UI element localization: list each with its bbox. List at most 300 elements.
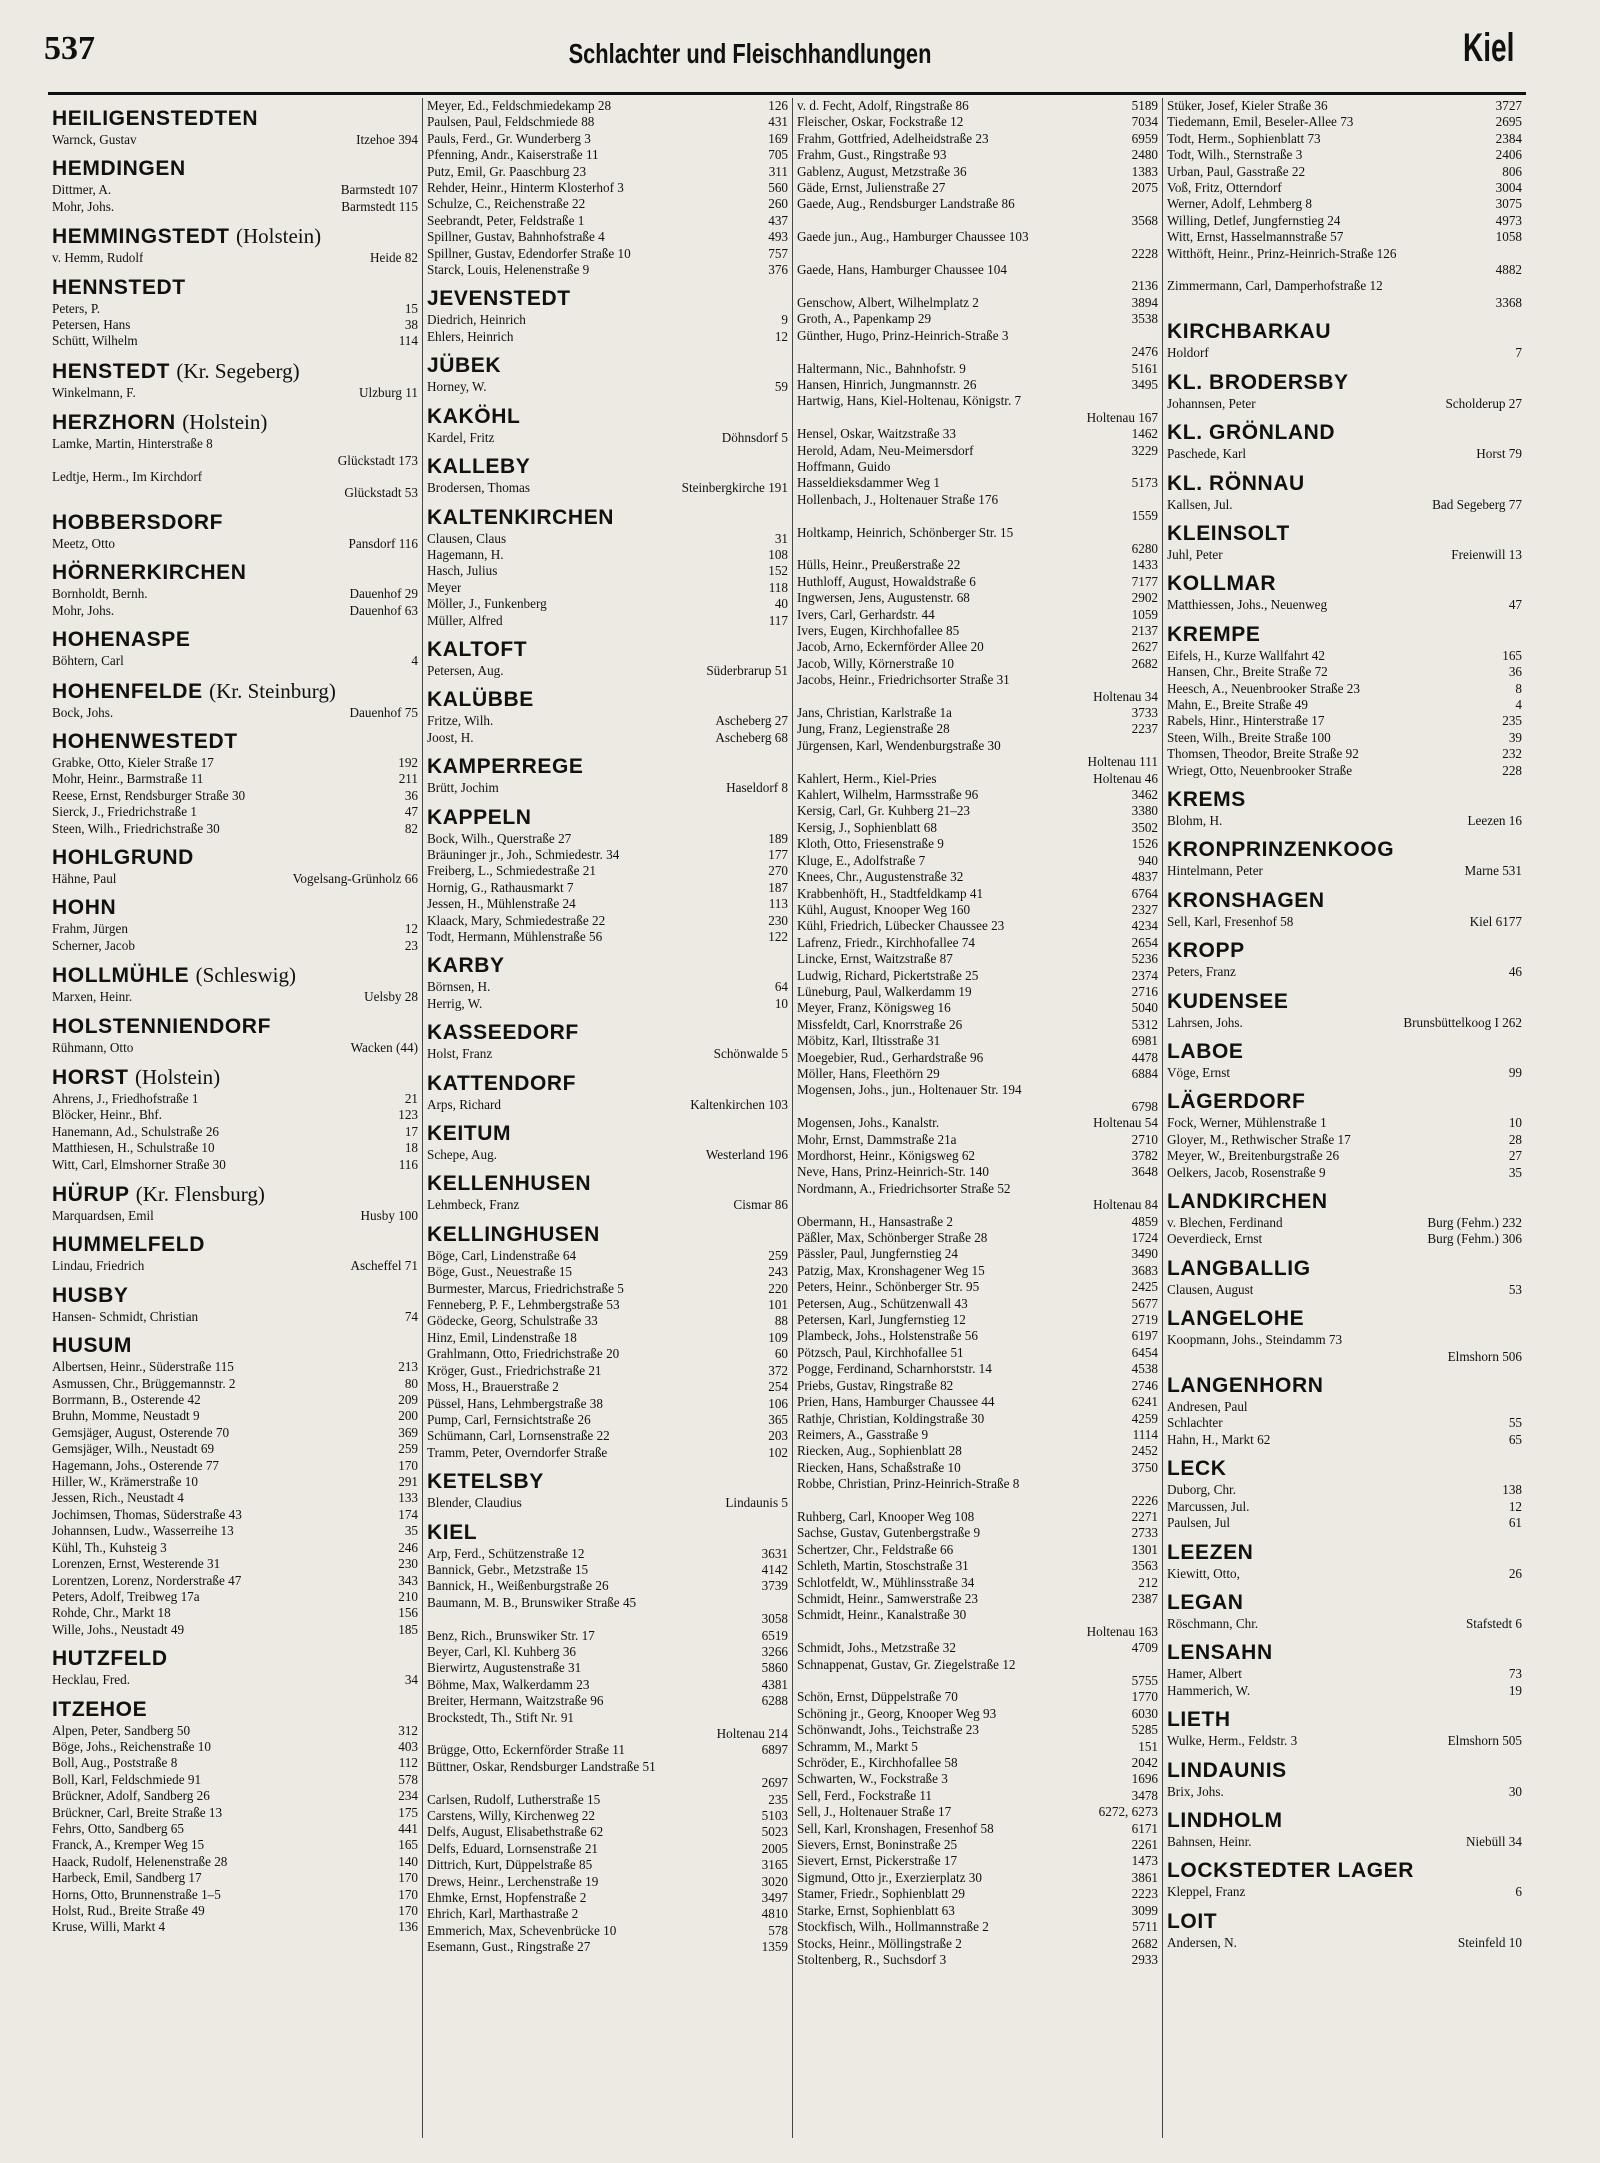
entry-phone: 6519 xyxy=(761,1627,788,1643)
entry-phone: 3733 xyxy=(1131,705,1158,721)
entry-phone: 213 xyxy=(398,1359,418,1375)
entry-name: Herold, Adam, Neu-Meimersdorf xyxy=(797,442,974,458)
entry-name: Schertzer, Chr., Feldstraße 66 xyxy=(797,1541,954,1557)
entry-name: Reimers, A., Gasstraße 9 xyxy=(797,1426,929,1442)
entry-name: Fenneberg, P. F., Lehmbergstraße 53 xyxy=(427,1297,620,1313)
town-heading xyxy=(52,223,418,250)
entry-phone xyxy=(1154,492,1158,508)
listing-entry xyxy=(797,1099,1158,1115)
town-name: KRONPRINZENKOOG xyxy=(1167,838,1395,862)
entry-phone: 138 xyxy=(1502,1482,1522,1498)
listing-entry xyxy=(52,938,418,954)
entry-phone: 1526 xyxy=(1131,836,1158,852)
town-heading xyxy=(52,678,418,705)
entry-phone: 2075 xyxy=(1131,180,1158,196)
listing-entry xyxy=(797,1640,1158,1656)
entry-name: Joost, H. xyxy=(427,729,474,745)
listing-entry xyxy=(427,1313,788,1329)
entry-phone: 23 xyxy=(404,937,418,953)
entry-name: Steen, Wilh., Friedrichstraße 30 xyxy=(52,820,220,836)
entry-phone: 4381 xyxy=(761,1676,788,1692)
listing-entry xyxy=(427,831,788,847)
entry-name: Rühmann, Otto xyxy=(52,1039,134,1055)
town-heading xyxy=(52,1181,418,1208)
listing-entry xyxy=(52,301,418,317)
listing-entry xyxy=(427,1428,788,1444)
listing-entry xyxy=(427,531,788,547)
entry-name: Fleischer, Oskar, Fockstraße 12 xyxy=(797,114,964,130)
listing-entry xyxy=(797,1263,1158,1279)
entry-name: Brütt, Jochim xyxy=(427,780,499,796)
entry-name: Kiewitt, Otto, xyxy=(1167,1565,1240,1581)
entry-name: Bock, Johs. xyxy=(52,704,114,720)
listing-entry xyxy=(52,586,418,602)
entry-phone: 47 xyxy=(404,804,418,820)
entry-phone: 6197 xyxy=(1131,1328,1158,1344)
entry-name: Börnsen, H. xyxy=(427,979,491,995)
entry-phone: 2746 xyxy=(1131,1377,1158,1393)
entry-name: Zimmermann, Carl, Damperhofstraße 12 xyxy=(1167,278,1383,294)
entry-name: Hartwig, Hans, Kiel-Holtenau, Königstr. 7 xyxy=(797,393,1022,409)
entry-name: Petersen, Hans xyxy=(52,317,131,333)
entry-name: Schepe, Aug. xyxy=(427,1147,497,1163)
entry-phone: 12 xyxy=(404,921,418,937)
entry-phone: 2733 xyxy=(1131,1525,1158,1541)
entry-phone: 343 xyxy=(398,1572,418,1588)
entry-name: Stoltenberg, R., Suchsdorf 3 xyxy=(797,1951,947,1967)
listing-entry xyxy=(797,1853,1158,1869)
entry-name: Fritze, Wilh. xyxy=(427,713,494,729)
entry-name: Seebrandt, Peter, Feldstraße 1 xyxy=(427,212,585,228)
listing-entry xyxy=(797,1460,1158,1476)
entry-phone: 189 xyxy=(768,830,788,846)
page-title: Schlachter und Fleischhandlungen xyxy=(568,38,932,69)
town-heading xyxy=(1167,1540,1522,1566)
entry-name: Schramm, M., Markt 5 xyxy=(797,1738,918,1754)
town-name: LANGENHORN xyxy=(1167,1374,1324,1398)
entry-name: Gablenz, August, Metzstraße 36 xyxy=(797,163,967,179)
entry-name: Sierck, J., Friedrichstraße 1 xyxy=(52,804,198,820)
listing-entry xyxy=(797,1903,1158,1919)
entry-phone: 156 xyxy=(398,1605,418,1621)
listing-entry xyxy=(797,853,1158,869)
listing-entry xyxy=(1167,262,1522,278)
entry-name: Bahnsen, Heinr. xyxy=(1167,1833,1252,1849)
listing-entry xyxy=(52,436,418,452)
entry-name: Möller, Hans, Fleethörn 29 xyxy=(797,1065,940,1081)
entry-phone xyxy=(784,1595,788,1611)
entry-name: Wriegt, Otto, Neuenbrooker Straße xyxy=(1167,762,1353,778)
town-name: HOHENFELDE xyxy=(52,679,203,703)
entry-phone: 55 xyxy=(1508,1415,1522,1431)
entry-phone: 126 xyxy=(768,98,788,113)
entry-phone xyxy=(1154,229,1158,245)
entry-phone: Freienwill 13 xyxy=(1451,546,1522,562)
entry-name: Hansen, Hinrich, Jungmannstr. 26 xyxy=(797,376,977,392)
listing-entry xyxy=(52,1821,418,1837)
listing-entry xyxy=(797,377,1158,393)
entry-name: Schwarten, W., Fockstraße 3 xyxy=(797,1771,948,1787)
town-heading xyxy=(427,454,788,480)
town-heading xyxy=(1167,837,1522,863)
town-name: KELLINGHUSEN xyxy=(427,1222,600,1246)
listing-entry xyxy=(427,1726,788,1742)
entry-phone: 5161 xyxy=(1131,360,1158,376)
town-heading xyxy=(427,754,788,780)
entry-phone: 151 xyxy=(1138,1738,1158,1754)
entry-phone: 6288 xyxy=(761,1693,788,1709)
town-region: (Holstein) xyxy=(182,410,268,435)
listing-entry xyxy=(52,1870,418,1886)
listing-entry xyxy=(1167,1834,1522,1850)
listing-entry xyxy=(52,871,418,887)
entry-name: Alpen, Peter, Sandberg 50 xyxy=(52,1722,191,1738)
entry-phone: 118 xyxy=(768,579,788,595)
entry-name: Gemsjäger, Wilh., Neustadt 69 xyxy=(52,1441,215,1457)
entry-phone: 6030 xyxy=(1131,1705,1158,1721)
entry-name: Frahm, Jürgen xyxy=(52,921,128,937)
entry-phone xyxy=(1154,328,1158,344)
entry-phone: 185 xyxy=(398,1621,418,1637)
listing-entry xyxy=(797,1361,1158,1377)
town-heading xyxy=(1167,1039,1522,1065)
listing-entry xyxy=(797,344,1158,360)
entry-phone: Dauenhof 75 xyxy=(349,704,418,720)
listing-entry xyxy=(797,361,1158,377)
listing-entry xyxy=(797,410,1158,426)
listing-entry xyxy=(1167,278,1522,294)
town-heading xyxy=(1167,1189,1522,1215)
entry-phone xyxy=(1154,1607,1158,1623)
entry-name: Röschmann, Chr. xyxy=(1167,1615,1259,1631)
town-name: KIRCHBARKAU xyxy=(1167,320,1332,344)
town-heading xyxy=(1167,1640,1522,1666)
entry-phone: 369 xyxy=(398,1424,418,1440)
listing-entry xyxy=(52,250,418,266)
entry-phone: 243 xyxy=(768,1264,788,1280)
entry-name: Jans, Christian, Karlstraße 1a xyxy=(797,705,952,721)
entry-name: Hintelmann, Peter xyxy=(1167,863,1263,879)
entry-phone: 2716 xyxy=(1131,983,1158,999)
entry-name: Riecken, Hans, Schaßstraße 10 xyxy=(797,1459,961,1475)
town-heading xyxy=(427,1469,788,1495)
entry-phone: 403 xyxy=(398,1738,418,1754)
town-name: KIEL xyxy=(427,1520,478,1544)
entry-name: Dittmer, A. xyxy=(52,182,112,198)
listing-entry xyxy=(427,229,788,245)
entry-name: Möller, J., Funkenberg xyxy=(427,596,547,612)
entry-phone: 3631 xyxy=(761,1545,788,1561)
entry-phone: Vogelsang-Grünholz 66 xyxy=(292,870,418,886)
listing-entry xyxy=(797,557,1158,573)
entry-name: Ivers, Eugen, Kirchhofallee 85 xyxy=(797,623,960,638)
town-name: KETELSBY xyxy=(427,1470,544,1494)
entry-name: Kahlert, Wilhelm, Harmsstraße 96 xyxy=(797,787,979,803)
listing-entry xyxy=(427,1628,788,1644)
entry-name: Schütt, Wilhelm xyxy=(52,333,138,349)
town-name: KL. GRÖNLAND xyxy=(1167,421,1336,445)
listing-entry xyxy=(427,196,788,212)
entry-name: Brückner, Adolf, Sandberg 26 xyxy=(52,1788,210,1804)
entry-phone: 10 xyxy=(1508,1115,1522,1131)
entry-name: Jacob, Willy, Körnerstraße 10 xyxy=(797,655,954,671)
entry-name: Plambeck, Johs., Holstenstraße 56 xyxy=(797,1328,978,1344)
entry-phone: 3462 xyxy=(1131,787,1158,803)
entry-phone: 39 xyxy=(1508,729,1522,745)
entry-phone: 170 xyxy=(398,1903,418,1918)
listing-entry xyxy=(1167,1332,1522,1348)
entry-name: Blohm, H. xyxy=(1167,812,1223,828)
entry-name: Paschede, Karl xyxy=(1167,446,1247,462)
listing-entry xyxy=(427,329,788,345)
listing-entry xyxy=(797,1804,1158,1820)
town-name: HÖRNERKIRCHEN xyxy=(52,561,247,585)
listing-entry xyxy=(797,131,1158,147)
entry-phone: Elmshorn 506 xyxy=(1447,1348,1522,1364)
entry-name: Arp, Ferd., Schützenstraße 12 xyxy=(427,1545,585,1561)
entry-name: Stüker, Josef, Kieler Straße 36 xyxy=(1167,98,1328,113)
entry-phone: 3075 xyxy=(1495,196,1522,212)
entry-name: Witthöft, Heinr., Prinz-Heinrich-Straße 126 xyxy=(1167,245,1397,261)
entry-name: Benz, Rich., Brunswiker Str. 17 xyxy=(427,1627,595,1643)
entry-phone: 17 xyxy=(404,1123,418,1139)
entry-phone: Holtenau 46 xyxy=(1093,770,1158,786)
entry-phone: Husby 100 xyxy=(360,1208,418,1223)
listing-entry xyxy=(52,1622,418,1638)
entry-phone: 1114 xyxy=(1132,1426,1158,1442)
entry-phone: 4973 xyxy=(1495,212,1522,228)
entry-name: Petersen, Karl, Jungfernstieg 12 xyxy=(797,1312,966,1328)
entry-phone: 2327 xyxy=(1131,901,1158,917)
directory-column xyxy=(48,98,422,2138)
entry-phone xyxy=(1154,393,1158,409)
entry-phone: 5173 xyxy=(1131,475,1158,491)
entry-name: Pässler, Paul, Jungfernstieg 24 xyxy=(797,1246,958,1262)
entry-name: Huthloff, August, Howaldstraße 6 xyxy=(797,573,976,589)
town-heading xyxy=(52,1697,418,1723)
entry-phone: 108 xyxy=(768,546,788,562)
entry-phone: Niebüll 34 xyxy=(1465,1833,1522,1849)
entry-name: Hammerich, W. xyxy=(1167,1682,1251,1698)
entry-phone: 254 xyxy=(768,1379,788,1395)
entry-name: Albertsen, Heinr., Süderstraße 115 xyxy=(52,1359,234,1375)
listing-entry xyxy=(1167,863,1522,879)
entry-name: v. Hemm, Rudolf xyxy=(52,250,144,266)
listing-entry xyxy=(797,705,1158,721)
entry-phone: 3368 xyxy=(1495,294,1522,310)
entry-name: Paulsen, Paul, Feldschmiede 88 xyxy=(427,114,595,130)
entry-name: Kühl, Friedrich, Lübecker Chaussee 23 xyxy=(797,918,1005,934)
entry-phone: 133 xyxy=(398,1490,418,1506)
town-name: LANGBALLIG xyxy=(1167,1256,1311,1280)
listing-entry xyxy=(797,1739,1158,1755)
entry-phone: Uelsby 28 xyxy=(364,989,418,1005)
listing-entry xyxy=(1167,246,1522,262)
listing-entry xyxy=(427,1841,788,1857)
entry-phone: 6454 xyxy=(1131,1344,1158,1360)
entry-phone: Döhnsdorf 5 xyxy=(721,429,788,445)
listing-entry xyxy=(427,1775,788,1791)
entry-name: Ledtje, Herm., Im Kirchdorf xyxy=(52,469,203,485)
listing-entry xyxy=(1167,446,1522,462)
listing-entry xyxy=(797,869,1158,885)
entry-name: Bierwirtz, Augustenstraße 31 xyxy=(427,1660,582,1676)
entry-phone: Holtenau 34 xyxy=(1093,688,1158,704)
listing-entry xyxy=(797,1033,1158,1049)
entry-phone: 10 xyxy=(774,995,788,1011)
entry-name: Püssel, Hans, Lehmbergstraße 38 xyxy=(427,1395,603,1411)
entry-phone: 235 xyxy=(768,1791,788,1807)
entry-name: Schleth, Martin, Stoschstraße 31 xyxy=(797,1558,969,1574)
listing-entry xyxy=(1167,713,1522,729)
entry-phone: 12 xyxy=(774,328,788,344)
listing-entry xyxy=(427,1281,788,1297)
listing-entry xyxy=(1167,664,1522,680)
entry-name: Kallsen, Jul. xyxy=(1167,496,1233,512)
listing-entry xyxy=(797,295,1158,311)
entry-phone xyxy=(1154,1657,1158,1673)
town-name: LINDAUNIS xyxy=(1167,1758,1287,1782)
entry-name: Hensel, Oskar, Waitzstraße 33 xyxy=(797,426,956,442)
entry-name: Schön, Ernst, Düppelstraße 70 xyxy=(797,1689,958,1705)
entry-phone: 2237 xyxy=(1131,721,1158,737)
listing-entry xyxy=(427,979,788,995)
listing-entry xyxy=(797,721,1158,737)
entry-name: Vöge, Ernst xyxy=(1167,1065,1230,1080)
town-name: KOLLMAR xyxy=(1167,572,1277,596)
listing-entry xyxy=(52,485,418,501)
entry-name: Matthiesen, H., Schulstraße 10 xyxy=(52,1140,215,1156)
listing-entry xyxy=(52,132,418,148)
town-name: KLEINSOLT xyxy=(1167,521,1290,545)
listing-entry xyxy=(797,213,1158,229)
listing-entry xyxy=(797,525,1158,541)
town-name: KEITUM xyxy=(427,1122,512,1146)
entry-phone: 3478 xyxy=(1131,1787,1158,1803)
entry-name: Starck, Louis, Helenenstraße 9 xyxy=(427,262,590,278)
entry-name: Thomsen, Theodor, Breite Straße 92 xyxy=(1167,746,1359,762)
entry-phone: 234 xyxy=(398,1788,418,1804)
listing-entry xyxy=(52,1573,418,1589)
entry-phone: 27 xyxy=(1508,1148,1522,1164)
listing-entry xyxy=(427,1857,788,1873)
entry-phone: 220 xyxy=(768,1280,788,1296)
entry-phone: 560 xyxy=(768,180,788,196)
listing-entry xyxy=(797,1148,1158,1164)
entry-name: Spillner, Gustav, Edendorfer Straße 10 xyxy=(427,245,631,261)
entry-phone: 102 xyxy=(768,1444,788,1460)
listing-entry xyxy=(52,1605,418,1621)
entry-phone: Pansdorf 116 xyxy=(348,535,418,551)
entry-name: Voß, Fritz, Otterndorf xyxy=(1167,180,1282,196)
town-heading xyxy=(1167,319,1522,345)
entry-name: Ehrich, Karl, Marthastraße 2 xyxy=(427,1906,579,1922)
entry-phone: Dauenhof 63 xyxy=(349,602,418,618)
entry-name: Holst, Franz xyxy=(427,1046,493,1062)
listing-entry xyxy=(1167,597,1522,613)
listing-entry xyxy=(52,653,418,669)
entry-phone: Holtenau 167 xyxy=(1086,409,1158,425)
listing-entry xyxy=(427,1808,788,1824)
entry-name: Missfeldt, Carl, Knorrstraße 26 xyxy=(797,1016,963,1032)
entry-name: Tramm, Peter, Overndorfer Straße xyxy=(427,1444,608,1460)
entry-name: Asmussen, Chr., Brüggemannstr. 2 xyxy=(52,1375,236,1391)
town-name: LENSAHN xyxy=(1167,1641,1273,1665)
listing-entry xyxy=(52,1458,418,1474)
entry-name: Meyer, W., Breitenburgstraße 26 xyxy=(1167,1148,1340,1164)
listing-entry xyxy=(1167,1282,1522,1298)
listing-entry xyxy=(797,1164,1158,1180)
directory-column xyxy=(422,98,792,2138)
entry-name: Delfs, August, Elisabethstraße 62 xyxy=(427,1824,604,1840)
listing-entry xyxy=(52,1556,418,1572)
listing-entry xyxy=(52,989,418,1005)
entry-name: Hasseldieksdammer Weg 1 xyxy=(797,475,940,491)
entry-phone: 4234 xyxy=(1131,918,1158,934)
listing-entry xyxy=(52,1408,418,1424)
entry-phone: Steinfeld 10 xyxy=(1457,1934,1522,1950)
entry-phone: 3004 xyxy=(1495,180,1522,196)
listing-entry xyxy=(52,1854,418,1870)
entry-name: Carstens, Willy, Kirchenweg 22 xyxy=(427,1808,595,1824)
listing-entry xyxy=(52,1523,418,1539)
entry-phone: 2933 xyxy=(1131,1951,1158,1967)
entry-phone: 376 xyxy=(768,262,788,278)
town-heading xyxy=(1167,1306,1522,1332)
listing-entry xyxy=(52,1887,418,1903)
listing-entry xyxy=(797,1821,1158,1837)
listing-entry xyxy=(1167,497,1522,513)
entry-phone: 230 xyxy=(398,1556,418,1572)
entry-name: Sell, Karl, Kronshagen, Fresenhof 58 xyxy=(797,1820,994,1836)
entry-name: Meyer xyxy=(427,579,462,595)
entry-phone: Westerland 196 xyxy=(705,1147,788,1163)
entry-phone: 940 xyxy=(1138,852,1158,868)
town-heading xyxy=(52,510,418,536)
town-name: LINDHOLM xyxy=(1167,1808,1283,1832)
listing-entry xyxy=(1167,1432,1522,1448)
entry-name: v. Blechen, Ferdinand xyxy=(1167,1215,1283,1231)
entry-phone: 18 xyxy=(404,1140,418,1156)
town-name: LOIT xyxy=(1167,1909,1218,1933)
entry-name: Eifels, H., Kurze Wallfahrt 42 xyxy=(1167,647,1325,663)
entry-phone: 5040 xyxy=(1131,1000,1158,1016)
entry-name: Schümann, Carl, Lornsenstraße 22 xyxy=(427,1428,610,1444)
entry-phone: 2137 xyxy=(1131,623,1158,638)
entry-name: Juhl, Peter xyxy=(1167,546,1223,562)
town-heading xyxy=(1167,1256,1522,1282)
listing-entry xyxy=(52,603,418,619)
town-heading xyxy=(1167,1373,1522,1399)
entry-phone: 192 xyxy=(398,754,418,770)
entry-name: Oelkers, Jacob, Rosenstraße 9 xyxy=(1167,1164,1326,1180)
listing-entry xyxy=(797,820,1158,836)
entry-phone: 1770 xyxy=(1131,1689,1158,1705)
listing-entry xyxy=(427,213,788,229)
entry-phone: 2452 xyxy=(1131,1443,1158,1459)
entry-phone: 5189 xyxy=(1131,98,1158,113)
listing-entry xyxy=(1167,98,1522,114)
entry-name: Schlachter xyxy=(1167,1415,1223,1431)
town-name: KRONSHAGEN xyxy=(1167,888,1325,912)
listing-entry xyxy=(52,788,418,804)
town-name: HENSTEDT xyxy=(52,359,170,383)
listing-entry xyxy=(1167,697,1522,713)
entry-phone: 3490 xyxy=(1131,1246,1158,1262)
listing-entry xyxy=(1167,180,1522,196)
entry-phone: 291 xyxy=(398,1474,418,1490)
town-region: (Kr. Steinburg) xyxy=(209,678,336,703)
